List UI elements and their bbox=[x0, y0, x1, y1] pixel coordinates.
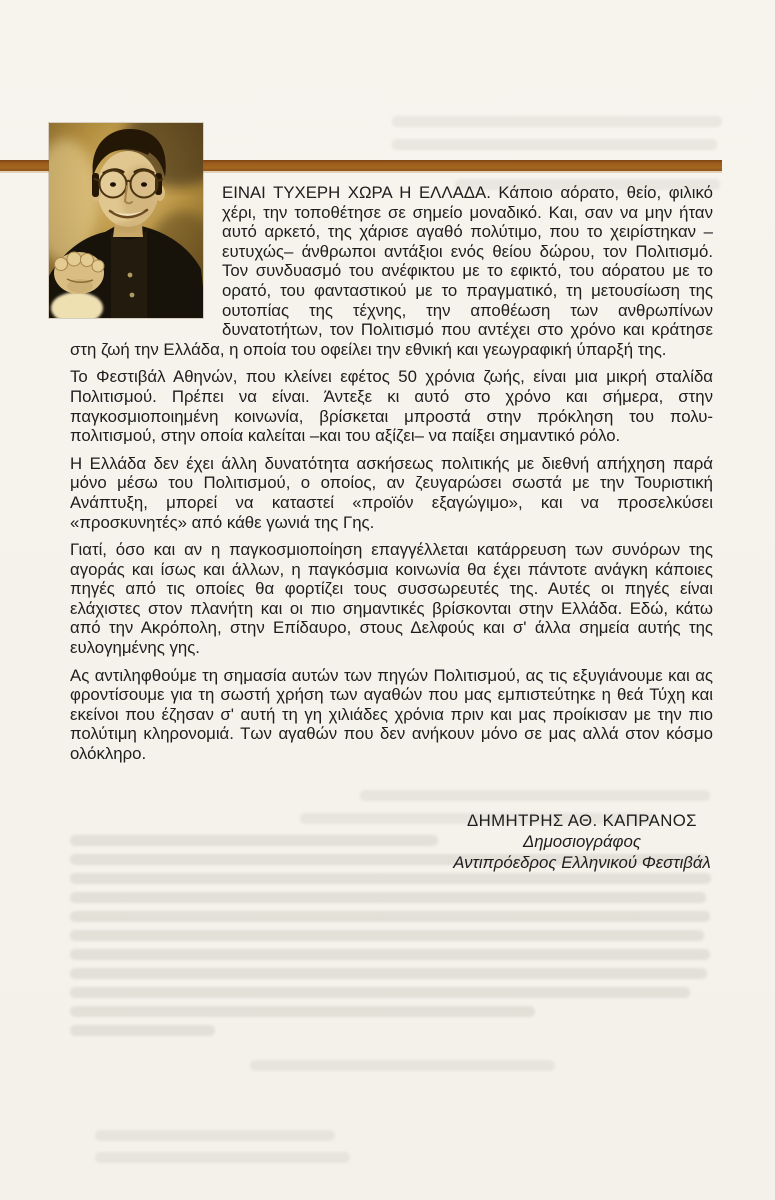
bleedthrough-line bbox=[70, 1025, 215, 1036]
article-body bbox=[70, 183, 713, 873]
photo-wrap-spacer bbox=[70, 183, 222, 323]
bleedthrough-line bbox=[392, 139, 717, 150]
bleedthrough-line bbox=[95, 1152, 350, 1163]
signature-block bbox=[451, 810, 713, 873]
signature-name: ΔΗΜΗΤΡΗΣ ΑΘ. ΚΑΠΡΑΝΟΣ bbox=[467, 810, 697, 830]
bleedthrough-line bbox=[250, 1060, 555, 1071]
bleedthrough-line bbox=[70, 987, 690, 998]
paragraph-lead: ΕΙΝΑΙ ΤΥΧΕΡΗ ΧΩΡΑ Η ΕΛΛΑΔΑ. Κάποιο αόρατο, θείο, φιλικό χέρι, την τοποθέτησε σε σημείο μοναδικό. Και, σαν να μην ήταν αυτό αρκετό, της χάρισε αγαθό πολύτιμο, που το χειρίστηκαν –ευτυχώς– άνθρωποι αντάξιοι ενός θείου δώρου, τον Πολιτισμό. Τον συνδυασμό του ανέφικτου με το εφικτό, του αόρατου με το ορατό, του φανταστικού με το πραγματικό, τη μετουσίωση της ουτοπίας της τέχνης, την αποθέωση των ανθρωπίνων δυνατοτήτων, τον Πολιτισμό που αντέχει στο χρόνο και κράτησε στη ζωή την Ελλάδα, η οποία του οφείλει την εθνική και γεωγραφική ύπαρξή της. bbox=[70, 183, 713, 359]
paragraph-globalization: Γιατί, όσο και αν η παγκοσμιοποίηση επαγγέλλεται κατάρρευση των συνόρων της αγοράς και ίσως και άλλων, η παγκόσμια κοινωνία θα έχει πάντοτε ανάγκη κάποιες πηγές από τις οποίες θα φορτίζει τους συσσωρευτές της. Αυτές οι πηγές είναι ελάχιστες στον πλανήτη και οι πιο σημαντικές βρίσκονται στην Ελλάδα. Εδώ, κάτω από την Ακρόπολη, στην Επίδαυρο, στους Δελφούς και σ' άλλα σημεία αυτής της ευλογημένης γης. bbox=[70, 540, 713, 658]
bleedthrough-line bbox=[392, 116, 722, 127]
bleedthrough-line bbox=[70, 1006, 535, 1017]
bleedthrough-line bbox=[95, 1130, 335, 1141]
paragraph-festival: Το Φεστιβάλ Αθηνών, που κλείνει εφέτος 50 χρόνια ζωής, είναι μια μικρή σταλίδα Πολιτισμού. Πρέπει να είναι. Άντεξε κι αυτό στο χρόνο και σήμερα, στην παγκοσμιοποιημένη κοινωνία, βρίσκεται μπροστά στην πρόκληση του πολυ-πολιτισμού, στην οποία καλείται –και του αξίζει– να παίξει σημαντικό ρόλο. bbox=[70, 367, 713, 446]
bleedthrough-line bbox=[70, 930, 704, 941]
signature-role: Δημοσιογράφος bbox=[523, 831, 641, 851]
paragraph-politics: Η Ελλάδα δεν έχει άλλη δυνατότητα ασκήσεως πολιτικής με διεθνή απήχηση παρά μόνο μέσω του Πολιτισμού, ο οποίος, αν ζευγαρώσει σωστά με την Τουριστική Ανάπτυξη, μπορεί να καταστεί «προϊόν εξαγώγιμο», και να προσελκύσει «προσκυνητές» από κάθε γωνιά της Γης. bbox=[70, 453, 713, 532]
bleedthrough-line bbox=[70, 873, 711, 884]
signature-organization: Αντιπρόεδρος Ελληνικού Φεστιβάλ bbox=[453, 852, 711, 872]
bleedthrough-line bbox=[70, 892, 706, 903]
bleedthrough-line bbox=[70, 949, 710, 960]
bleedthrough-line bbox=[70, 968, 707, 979]
bleedthrough-line bbox=[70, 911, 710, 922]
paragraph-closing: Ας αντιληφθούμε τη σημασία αυτών των πηγών Πολιτισμού, ας τις εξυγιάνουμε και ας φροντίσουμε για τη σωστή χρήση των αγαθών που μας εμπιστεύτηκε η θεά Τύχη και εκείνοι που έζησαν σ' αυτή τη γη χιλιάδες χρόνια πριν και μας προίκισαν με την πιο πολύτιμη κληρονομιά. Των αγαθών που δεν ανήκουν μόνο σε μας αλλά στον κόσμο ολόκληρο. bbox=[70, 665, 713, 764]
